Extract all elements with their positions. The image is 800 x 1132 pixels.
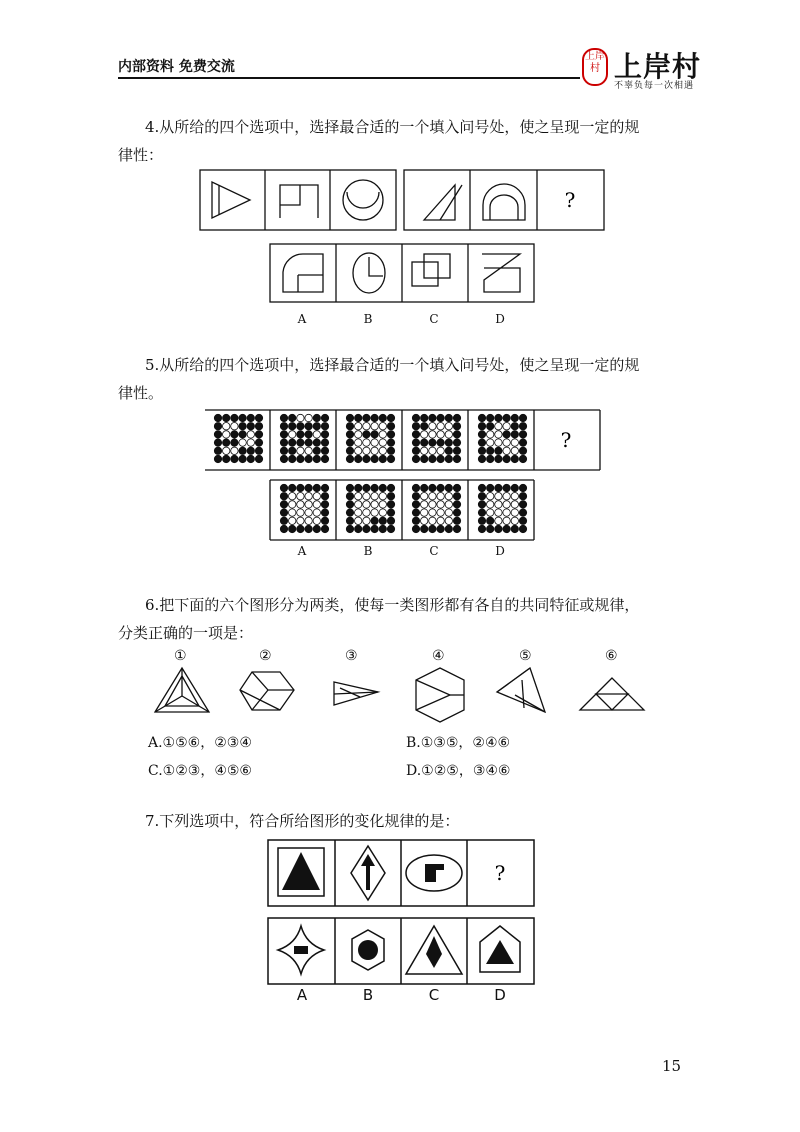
- q4-label-c: C: [429, 312, 439, 326]
- q4-question-mark: ?: [564, 188, 576, 212]
- q4-label-b: B: [363, 312, 373, 326]
- q6-text-line2: 分类正确的一项是：: [118, 624, 254, 642]
- q6-figure-label-3: ③: [345, 648, 358, 664]
- q7-label-c: C: [428, 986, 440, 1004]
- q7-label-d: D: [494, 986, 506, 1004]
- q6-figure-label-4: ④: [432, 648, 445, 664]
- q6-option-c: C.①②③，④⑤⑥: [148, 763, 252, 779]
- q4-label-d: D: [495, 312, 505, 326]
- q5-text-line2: 律性。: [118, 384, 164, 402]
- q4-label-a: A: [297, 312, 307, 326]
- q5-label-b: B: [363, 544, 373, 558]
- q5-label-d: D: [495, 544, 505, 558]
- q7-text-line1: 7.下列选项中，符合所给图形的变化规律的是：: [145, 812, 460, 830]
- q6-option-b: B.①③⑤，②④⑥: [406, 735, 511, 751]
- page-number: 15: [662, 1057, 682, 1075]
- q5-label-c: C: [429, 544, 439, 558]
- header-title: 内部资料 免费交流: [118, 59, 235, 75]
- q7-label-a: A: [296, 986, 308, 1004]
- q5-text-line1: 5.从所给的四个选项中，选择最合适的一个填入问号处，使之呈现一定的规: [145, 356, 640, 374]
- logo-subtitle: 不辜负每一次相遇: [614, 81, 695, 91]
- logo-text: 上岸村: [614, 50, 702, 83]
- logo-seal: 上岸村: [582, 48, 608, 86]
- q6-figure-label-6: ⑥: [605, 648, 618, 664]
- q6-option-d: D.①②⑤，③④⑥: [406, 763, 511, 779]
- q6-figure-label-5: ⑤: [519, 648, 532, 664]
- q6-text-line1: 6.把下面的六个图形分为两类，使每一类图形都有各自的共同特征或规律，: [145, 596, 640, 614]
- q6-figure-label-2: ②: [259, 648, 272, 664]
- q4-text-line2: 律性：: [118, 146, 164, 164]
- q7-label-b: B: [362, 986, 374, 1004]
- q4-text-line1: 4.从所给的四个选项中，选择最合适的一个填入问号处，使之呈现一定的规: [145, 118, 640, 136]
- q6-option-a: A.①⑤⑥，②③④: [148, 735, 252, 751]
- q6-figure-label-1: ①: [174, 648, 187, 664]
- q5-question-mark: ?: [560, 428, 572, 452]
- q5-label-a: A: [297, 544, 307, 558]
- q7-question-mark: ?: [494, 861, 506, 885]
